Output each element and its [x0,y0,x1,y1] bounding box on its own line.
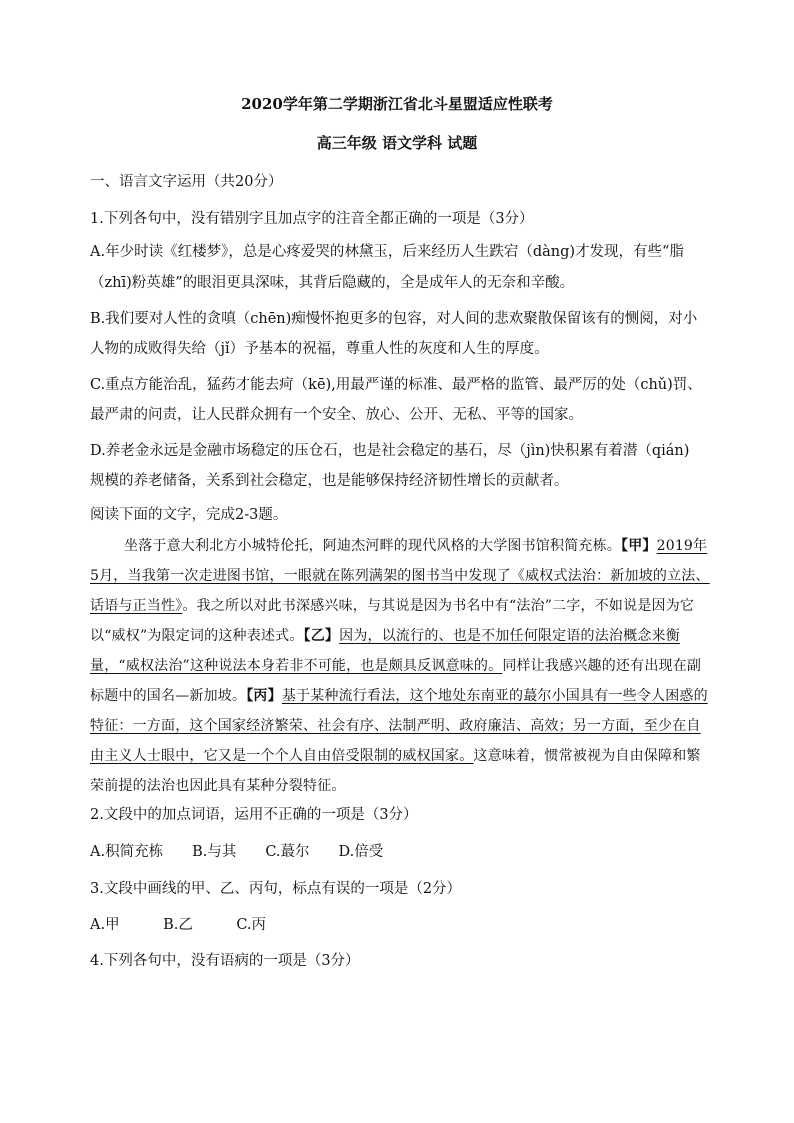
exam-title: 2020学年第二学期浙江省北斗星盟适应性联考 [241,95,553,113]
question-1-option-c-line2: 最严肃的问责，让人民群众拥有一个安全、放心、公开、无私、平等的国家。 [90,407,583,423]
reading-instruction: 阅读下面的文字，完成2-3题。 [90,507,288,523]
question-3-options: A.甲 B.乙 C.丙 [90,917,267,933]
question-1-option-d-line1: D.养老金永远是金融市场稳定的压仓石，也是社会稳定的基石，尽（jìn)快积累有着潜（qián) [90,443,690,459]
passage-sentence-1: 坐落于意大利北方小城特伦托，阿迪杰河畔的现代风格的大学图书馆积简充栋。 [124,538,621,554]
underlined-sentence-bing: 基于某种流行看法，这个地处东南亚的蕞尔小国具有一些令人困惑的特征：一方面，这个国家经济繁荣、社会有序、法制严明、政府廉洁、高效；另一方面，至少在自由主义人士眼中，它又是一个个人自由倍受限制的威权国家。 [90,688,708,764]
question-1-option-b-line2: 人物的成败得失给（jǐ）予基本的祝福，尊重人性的灰度和人生的厚度。 [90,341,549,357]
question-1-option-a-line2: （zhī)粉英雄”的眼泪更具深味，其背后隐藏的，全是成年人的无奈和辛酸。 [90,275,575,291]
section-heading: 一、语言文字运用（共20分） [90,174,283,190]
question-1-option-c-line1: C.重点方能治乱，猛药才能去疴（kē),用最严谨的标准、最严格的监管、最严厉的处（chǔ)罚、 [90,377,702,393]
marker-jia: 【甲】 [621,538,657,554]
question-1-option-a-line1: A.年少时读《红楼梦》，总是心疼爱哭的林黛玉，后来经历人生跌宕（dàng)才发现，有些“脂 [90,244,684,260]
underlined-sentence-jia: 2019年5月，当我第一次走进图书馆，一眼就在陈列满架的图书当中发现了《威权式法治：新加坡的立法、话语与正当性》 [90,538,710,614]
marker-bing: 【丙】 [246,688,282,704]
reading-passage [90,531,712,801]
marker-yi: 【乙】 [303,628,340,644]
question-2-stem: 2.文段中的加点词语，运用不正确的一项是（3分） [90,807,418,823]
question-1-stem: 1.下列各句中，没有错别字且加点字的注音全都正确的一项是（3分） [90,211,534,227]
question-2-options: A.积简充栋 B.与其 C.蕞尔 D.倍受 [90,844,384,860]
question-1-option-d-line2: 规模的养老储备，关系到社会稳定，也是能够保持经济韧性增长的贡献者。 [90,473,569,489]
question-1-option-b-line1: B.我们要对人性的贪嗔（chēn)痴慢怀抱更多的包容，对人间的悲欢聚散保留该有的恻阅，对小 [90,311,698,327]
passage-sentence-4: 这意味着，惯常被视为自由保障和繁荣前提的法治也因此具有某种分裂特征。 [90,748,701,794]
passage-sentence-3: 同样让我感兴趣的还有出现在副标题中的国名—新加坡。 [90,658,702,704]
passage-sentence-2: 。我之所以对此书深感兴味，与其说是因为书名中有“法治”二字，不如说是因为它以“威权”为限定词的这种表述式。 [90,598,695,644]
question-4-stem: 4.下列各句中，没有语病的一项是（3分） [90,953,360,969]
underlined-sentence-yi: 因为，以流行的、也是不加任何限定语的法治概念来衡量，“威权法治”这种说法本身若非不可能，也是颇具反讽意味的。 [90,628,680,674]
exam-subtitle: 高三年级 语文学科 试题 [316,134,478,152]
question-3-stem: 3.文段中画线的甲、乙、丙句，标点有误的一项是（2分） [90,881,462,897]
